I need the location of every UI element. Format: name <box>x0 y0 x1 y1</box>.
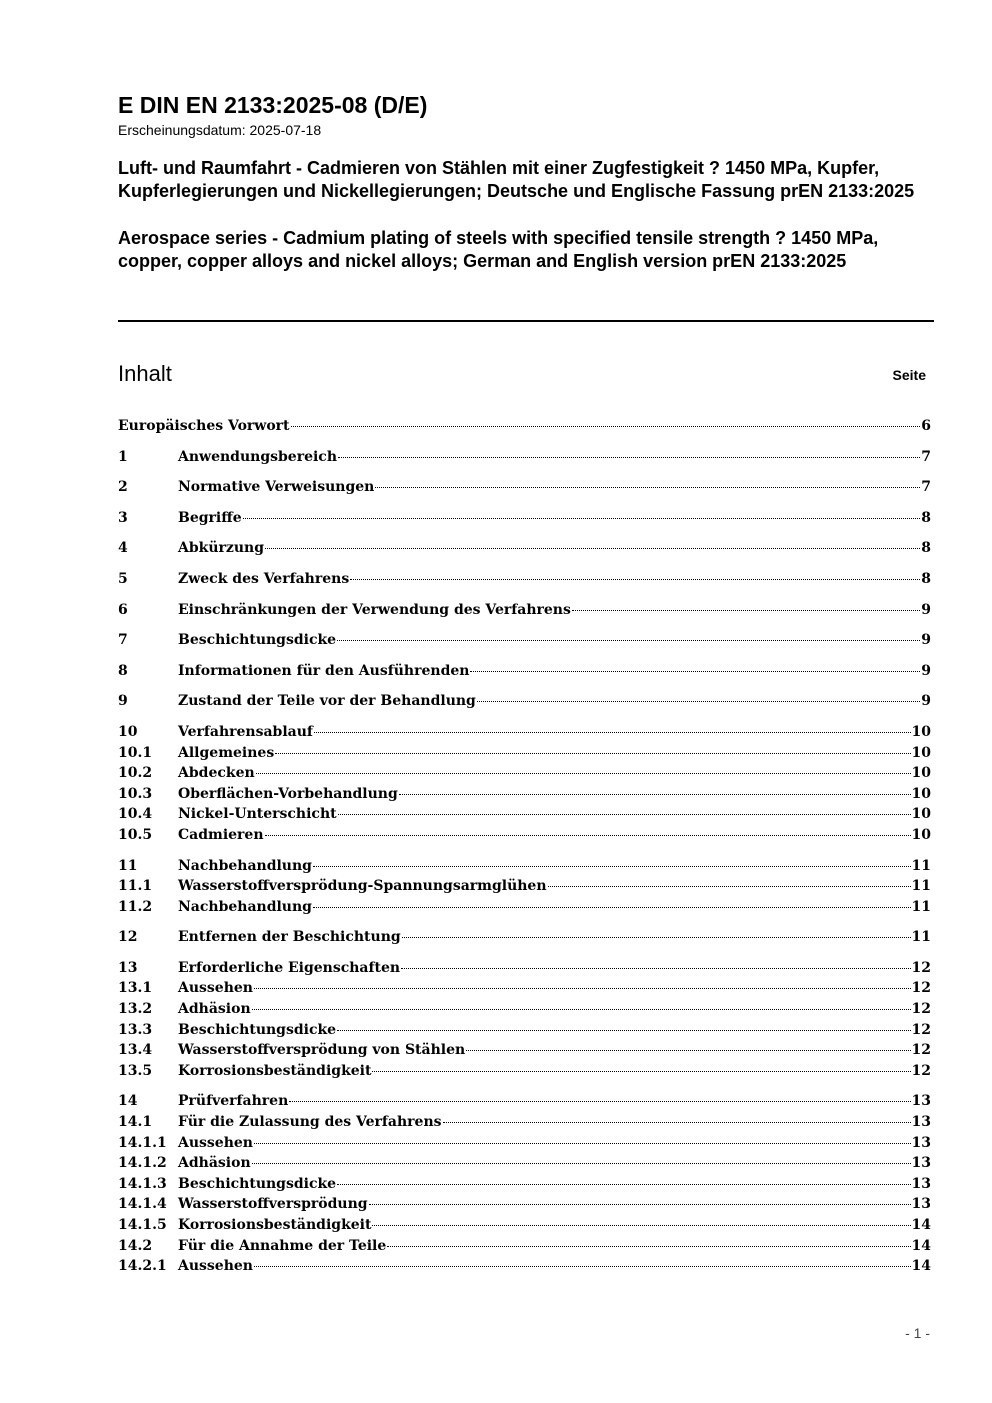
toc-entry-page: 14 <box>911 1258 931 1275</box>
toc-entry-line <box>178 999 931 1019</box>
toc-entry-page: 13 <box>911 1196 931 1213</box>
toc-entry-line <box>178 856 931 876</box>
toc-entry-label: Abkürzung <box>178 540 265 557</box>
toc-entry-label: Oberflächen-Vorbehandlung <box>178 785 398 802</box>
toc-entry[interactable] <box>118 1215 931 1236</box>
toc-entry-number: 13.4 <box>118 1042 153 1059</box>
toc-entry-page: 7 <box>921 448 931 465</box>
toc-entry-line <box>178 600 931 620</box>
toc-entry-label: Für die Annahme der Teile <box>178 1237 387 1254</box>
toc-entry-label: Informationen für den Ausführenden <box>178 662 470 679</box>
toc-entry-label: Beschichtungsdicke <box>178 1021 337 1038</box>
toc-entry[interactable] <box>118 1020 931 1041</box>
toc-entry-number: 14.2 <box>118 1237 153 1254</box>
toc-entry-label: Beschichtungsdicke <box>178 1175 337 1192</box>
toc-entry-page: 11 <box>911 898 931 915</box>
toc-entry[interactable] <box>118 477 931 498</box>
toc-dot-leader <box>338 813 911 815</box>
toc-dot-leader <box>477 700 920 702</box>
toc-dot-leader <box>337 639 920 641</box>
toc-group-spacer <box>118 917 931 927</box>
title-german: Luft- und Raumfahrt - Cadmieren von Stählen mit einer Zugfestigkeit ? 1450 MPa, Kupfer, Kupferlegierungen und Nickellegierungen; Deutsche und Englische Fassung prEN 2133:2025 <box>118 158 915 201</box>
toc-entry-line <box>178 1236 931 1256</box>
toc-entry[interactable] <box>118 661 931 682</box>
toc-entry-page: 9 <box>921 693 931 710</box>
toc-entry-line <box>178 1091 931 1111</box>
toc-heading <box>118 360 926 390</box>
toc-dot-leader <box>289 1100 910 1102</box>
toc-entry-page: 8 <box>921 540 931 557</box>
toc-entry-page: 6 <box>921 418 931 434</box>
toc-entry-page: 10 <box>911 826 931 843</box>
toc-entry-number: 14 <box>118 1093 138 1110</box>
toc-entry[interactable] <box>118 1236 931 1257</box>
toc-dot-leader <box>256 772 911 774</box>
toc-dot-leader <box>443 1121 911 1123</box>
toc-entry[interactable] <box>118 1040 931 1061</box>
toc-entry-number: 10.5 <box>118 826 153 843</box>
toc-group-spacer <box>118 528 931 538</box>
toc-entry-label: Aussehen <box>178 1258 253 1275</box>
toc-entry[interactable] <box>118 1091 931 1112</box>
toc-dot-leader <box>313 865 911 867</box>
header-divider <box>118 320 934 322</box>
toc-dot-leader <box>337 1183 910 1185</box>
toc-dot-leader <box>372 1224 910 1226</box>
toc-entry-number: 13.2 <box>118 1001 153 1018</box>
toc-entry[interactable] <box>118 1194 931 1215</box>
toc-entry-page: 13 <box>911 1155 931 1172</box>
toc-entry-number: 9 <box>118 693 128 710</box>
toc-entry-line <box>178 538 931 558</box>
toc-entry-page: 10 <box>911 785 931 802</box>
toc-entry-line <box>178 1174 931 1194</box>
toc-entry-page: 14 <box>911 1217 931 1233</box>
toc-dot-leader <box>401 967 910 969</box>
toc-entry-label: Korrosionsbeständigkeit <box>178 1062 372 1079</box>
toc-entry-label: Aussehen <box>178 1134 253 1151</box>
toc-entry[interactable] <box>118 1174 931 1195</box>
toc-dot-leader <box>387 1245 910 1247</box>
toc-entry[interactable] <box>118 569 931 590</box>
toc-entry-line <box>178 743 931 763</box>
toc-entry-number: 3 <box>118 509 128 526</box>
toc-entry-number: 13.5 <box>118 1062 153 1079</box>
toc-entry-page: 11 <box>911 929 931 946</box>
toc-entry-label: Wasserstoffversprödung von Stählen <box>178 1042 466 1059</box>
toc-entry-number: 11 <box>118 857 138 874</box>
toc-entry[interactable] <box>118 978 931 999</box>
toc-entry-page: 13 <box>911 1134 931 1151</box>
toc-entry-line <box>178 691 931 711</box>
toc-dot-leader <box>350 578 920 580</box>
table-of-contents <box>118 416 931 1277</box>
toc-entry-label: Erforderliche Eigenschaften <box>178 959 401 976</box>
toc-entry-label: Für die Zulassung des Verfahrens <box>178 1114 442 1131</box>
toc-entry-number: 13 <box>118 959 138 976</box>
toc-entry-page: 8 <box>921 509 931 526</box>
toc-dot-leader <box>372 1070 910 1072</box>
toc-dot-leader <box>252 1162 911 1164</box>
toc-dot-leader <box>254 1265 911 1267</box>
toc-entry-line <box>178 897 931 917</box>
toc-entry-line <box>178 661 931 681</box>
toc-dot-leader <box>275 752 910 754</box>
toc-entry[interactable] <box>118 743 931 764</box>
toc-entry-line <box>178 508 931 528</box>
toc-title: Inhalt <box>118 361 172 386</box>
toc-entry-page: 12 <box>911 1062 931 1079</box>
toc-entry-page: 12 <box>911 1021 931 1038</box>
toc-entry-line <box>178 876 931 896</box>
toc-entry-number: 14.1.1 <box>118 1134 167 1151</box>
document-id: E DIN EN 2133:2025-08 (D/E) <box>118 92 428 118</box>
toc-entry-number: 5 <box>118 570 128 587</box>
toc-entry-label: Prüfverfahren <box>178 1093 289 1110</box>
toc-dot-leader <box>338 456 920 458</box>
toc-entry[interactable] <box>118 876 931 897</box>
toc-entry-label: Entfernen der Beschichtung <box>178 929 401 946</box>
toc-dot-leader <box>314 731 911 733</box>
toc-entry-line <box>178 1194 931 1214</box>
toc-entry-number: 13.3 <box>118 1021 153 1038</box>
toc-entry-number: 13.1 <box>118 980 153 997</box>
toc-entry-number: 14.1.5 <box>118 1217 167 1233</box>
toc-dot-leader <box>313 906 911 908</box>
toc-group-spacer <box>118 681 931 691</box>
toc-dot-leader <box>375 486 920 488</box>
toc-group-spacer <box>118 437 931 447</box>
toc-entry-number: 7 <box>118 632 128 649</box>
toc-entry-label: Wasserstoffversprödung <box>178 1196 368 1213</box>
toc-entry-number: 8 <box>118 662 128 679</box>
toc-entry-number: 10.1 <box>118 744 153 761</box>
toc-entry-number: 14.1.3 <box>118 1175 167 1192</box>
toc-group-spacer <box>118 1081 931 1091</box>
toc-entry[interactable] <box>118 1061 931 1082</box>
toc-entry-number: 11.1 <box>118 878 153 895</box>
toc-page-column-label: Seite <box>892 367 926 383</box>
toc-entry-line <box>178 1061 931 1081</box>
toc-entry-line <box>178 722 931 742</box>
toc-entry-line <box>178 978 931 998</box>
toc-entry[interactable] <box>118 1153 931 1174</box>
toc-entry-number: 14.2.1 <box>118 1258 167 1275</box>
toc-dot-leader <box>254 1142 911 1144</box>
toc-entry-page: 13 <box>911 1093 931 1110</box>
toc-entry-label: Aussehen <box>178 980 253 997</box>
toc-entry[interactable] <box>118 538 931 559</box>
toc-dot-leader <box>402 936 911 938</box>
toc-entry-label: Normative Verweisungen <box>178 479 375 496</box>
toc-entry-page: 8 <box>921 570 931 587</box>
toc-entry-label: Nachbehandlung <box>178 857 312 874</box>
toc-entry-page: 10 <box>911 765 931 782</box>
toc-dot-leader <box>466 1049 910 1051</box>
toc-entry-label: Abdecken <box>178 765 255 782</box>
toc-entry-line <box>178 1112 931 1132</box>
toc-entry-label: Zustand der Teile vor der Behandlung <box>178 693 476 710</box>
toc-entry-page: 7 <box>921 479 931 496</box>
toc-entry-number: 10.2 <box>118 765 153 782</box>
toc-entry[interactable] <box>118 763 931 784</box>
toc-entry-label: Beschichtungsdicke <box>178 632 337 649</box>
toc-entry[interactable] <box>118 927 931 948</box>
publication-date: Erscheinungsdatum: 2025-07-18 <box>118 122 322 138</box>
toc-entry[interactable] <box>118 1256 931 1277</box>
toc-entry[interactable] <box>118 1112 931 1133</box>
toc-entry-line <box>178 477 931 497</box>
toc-dot-leader <box>337 1029 910 1031</box>
toc-dot-leader <box>265 547 920 549</box>
toc-entry-page: 13 <box>911 1114 931 1131</box>
toc-dot-leader <box>243 517 921 519</box>
toc-entry-page: 9 <box>921 632 931 649</box>
toc-entry[interactable] <box>118 508 931 529</box>
toc-entry-line <box>178 1040 931 1060</box>
toc-entry-page: 10 <box>911 723 931 740</box>
toc-entry-line <box>178 1153 931 1173</box>
toc-group-spacer <box>118 559 931 569</box>
toc-dot-leader <box>470 670 920 672</box>
toc-entry-page: 11 <box>911 857 931 874</box>
toc-entry[interactable] <box>118 416 931 437</box>
toc-entry-line <box>178 958 931 978</box>
toc-entry-page: 14 <box>911 1237 931 1254</box>
toc-entry-page: 12 <box>911 1042 931 1059</box>
toc-group-spacer <box>118 590 931 600</box>
toc-entry-number: 14.1 <box>118 1114 153 1131</box>
toc-entry-line <box>178 1256 931 1276</box>
toc-entry-line <box>118 416 931 436</box>
toc-entry-label: Korrosionsbeständigkeit <box>178 1217 372 1233</box>
toc-entry-number: 10.4 <box>118 806 153 823</box>
toc-group-spacer <box>118 846 931 856</box>
toc-entry-label: Nickel-Unterschicht <box>178 806 337 823</box>
toc-entry-line <box>178 825 931 845</box>
toc-entry-line <box>178 569 931 589</box>
toc-group-spacer <box>118 498 931 508</box>
toc-entry-page: 13 <box>911 1175 931 1192</box>
toc-entry[interactable] <box>118 958 931 979</box>
toc-entry-number: 10.3 <box>118 785 153 802</box>
toc-entry-number: 14.1.4 <box>118 1196 167 1213</box>
toc-entry-line <box>178 447 931 467</box>
toc-entry-line <box>178 1020 931 1040</box>
toc-entry[interactable] <box>118 722 931 743</box>
toc-entry-number: 12 <box>118 929 138 946</box>
toc-dot-leader <box>291 425 921 427</box>
toc-entry-page: 10 <box>911 744 931 761</box>
toc-entry-line <box>178 630 931 650</box>
title-english: Aerospace series - Cadmium plating of steels with specified tensile strength ? 1450 MPa, copper, copper alloys and nickel alloys; German and English version prEN 2133:2025 <box>118 228 879 271</box>
toc-entry-label: Begriffe <box>178 509 242 526</box>
toc-entry[interactable] <box>118 691 931 712</box>
toc-entry-page: 12 <box>911 959 931 976</box>
toc-entry-number: 14.1.2 <box>118 1155 167 1172</box>
toc-dot-leader <box>252 1008 911 1010</box>
toc-entry[interactable] <box>118 600 931 621</box>
toc-entry-label: Adhäsion <box>178 1155 251 1172</box>
toc-entry-label: Anwendungsbereich <box>178 448 337 465</box>
toc-entry-line <box>178 1133 931 1153</box>
toc-entry-page: 10 <box>911 806 931 823</box>
toc-group-spacer <box>118 651 931 661</box>
toc-dot-leader <box>369 1203 911 1205</box>
toc-group-spacer <box>118 948 931 958</box>
toc-entry-line <box>178 927 931 947</box>
toc-entry[interactable] <box>118 825 931 846</box>
toc-entry-label: Nachbehandlung <box>178 898 312 915</box>
toc-entry-number: 4 <box>118 540 128 557</box>
toc-entry[interactable] <box>118 630 931 651</box>
toc-entry-number: 6 <box>118 601 128 618</box>
toc-entry-label: Cadmieren <box>178 826 264 843</box>
toc-entry-number: 11.2 <box>118 898 153 915</box>
toc-entry-line <box>178 763 931 783</box>
toc-entry[interactable] <box>118 447 931 468</box>
document-header <box>118 92 934 273</box>
toc-entry[interactable] <box>118 804 931 825</box>
toc-entry-page: 12 <box>911 980 931 997</box>
toc-entry-label: Adhäsion <box>178 1001 251 1018</box>
toc-entry-number: 2 <box>118 479 128 496</box>
toc-entry-label: Wasserstoffversprödung-Spannungsarmglühen <box>178 878 547 895</box>
toc-group-spacer <box>118 712 931 722</box>
toc-entry-label: Verfahrensablauf <box>178 723 313 740</box>
toc-entry-label: Europäisches Vorwort <box>118 418 290 434</box>
toc-dot-leader <box>572 609 920 611</box>
toc-dot-leader <box>254 987 911 989</box>
toc-dot-leader <box>265 834 911 836</box>
toc-entry[interactable] <box>118 1133 931 1154</box>
page-number: - 1 - <box>905 1325 930 1341</box>
toc-entry-page: 9 <box>921 601 931 618</box>
toc-entry[interactable] <box>118 999 931 1020</box>
toc-entry-label: Zweck des Verfahrens <box>178 570 350 587</box>
toc-entry-page: 11 <box>911 878 931 895</box>
toc-group-spacer <box>118 620 931 630</box>
toc-entry-line <box>178 1215 931 1235</box>
toc-dot-leader <box>548 885 911 887</box>
toc-entry[interactable] <box>118 856 931 877</box>
toc-entry-label: Einschränkungen der Verwendung des Verfahrens <box>178 601 571 618</box>
toc-entry-number: 1 <box>118 448 128 465</box>
toc-entry-line <box>178 804 931 824</box>
toc-entry[interactable] <box>118 784 931 805</box>
toc-entry-page: 9 <box>921 662 931 679</box>
toc-entry-page: 12 <box>911 1001 931 1018</box>
toc-dot-leader <box>399 793 911 795</box>
toc-group-spacer <box>118 467 931 477</box>
toc-entry[interactable] <box>118 897 931 918</box>
toc-entry-line <box>178 784 931 804</box>
toc-entry-label: Allgemeines <box>178 744 275 761</box>
toc-entry-number: 10 <box>118 723 138 740</box>
